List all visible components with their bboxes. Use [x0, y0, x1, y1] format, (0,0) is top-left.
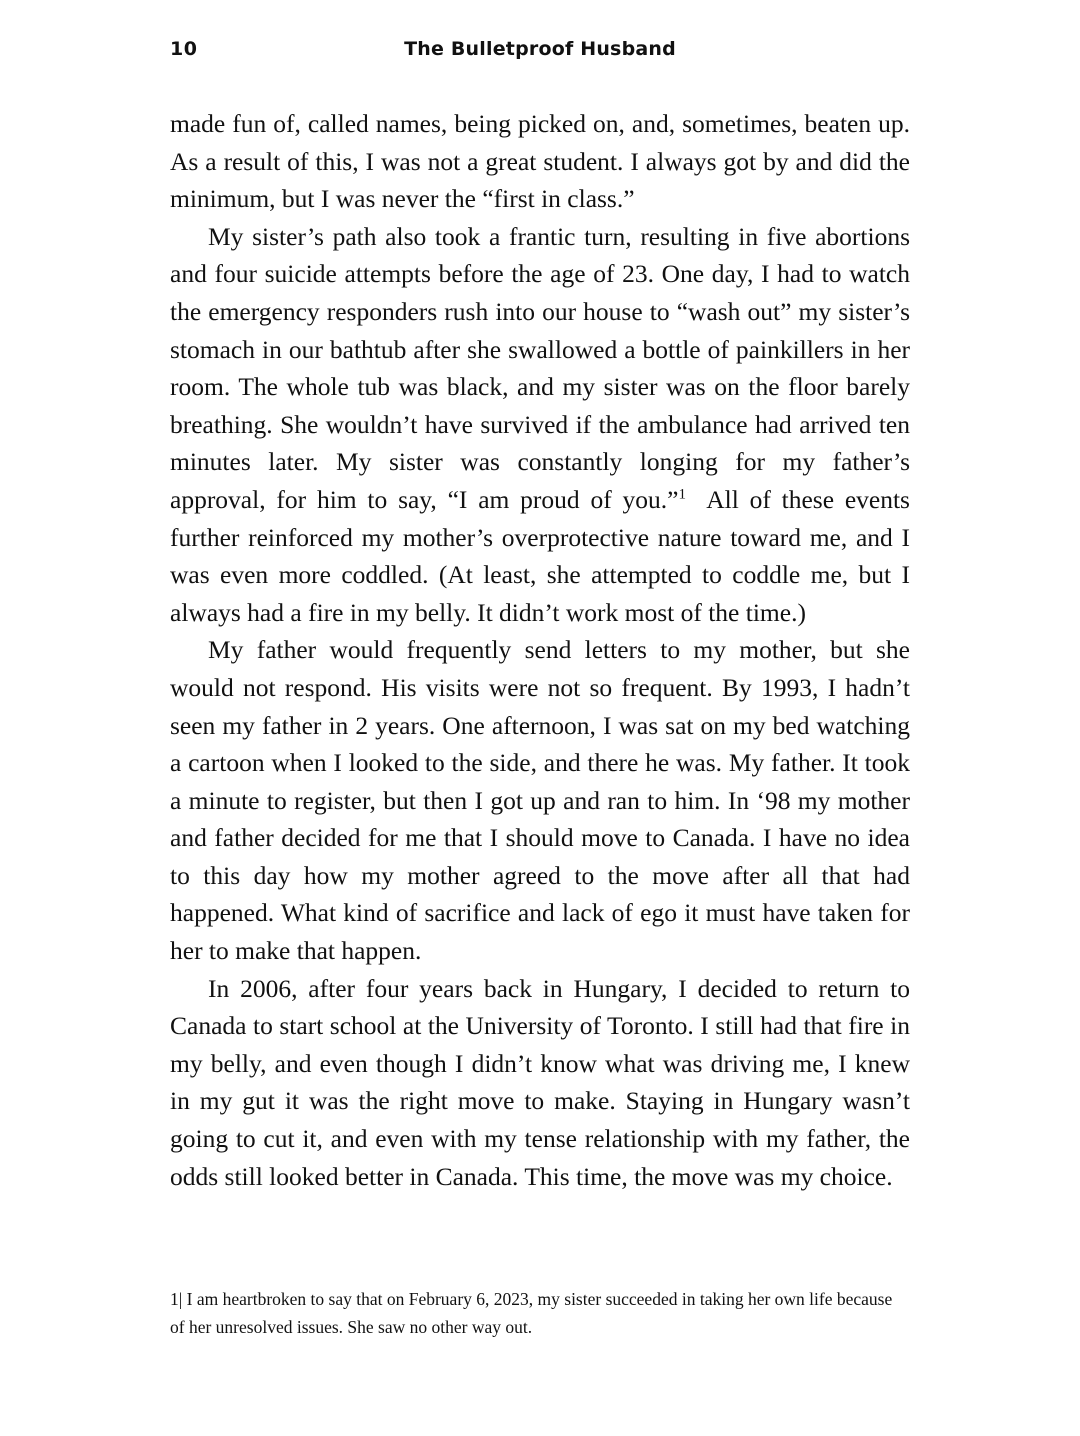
- paragraph-2-text: My sister’s path also took a frantic turn, resulting in five abortions and four suicide attempts before the age of 23. One day, I had to watch the emergency responders rush into our house to “wash out” my sister’s stomach in our bathtub after she swallowed a bottle of painkillers in her room. The whole tub was black, and my sister was on the floor barely breathing. She wouldn’t have survived if the ambulance had arrived ten minutes later. My sister was constantly longing for my father’s approval, for him to say, “I am proud of you.”: [170, 221, 910, 514]
- running-head: [170, 38, 910, 68]
- paragraph-2-continuation: All of these events further reinforced my mother’s overprotective nature toward me, and I was even more coddled. (At least, she attempted to coddle me, but I always had a fire in my belly. It didn’t work most of the time.): [170, 484, 910, 627]
- running-title: The Bulletproof Husband: [404, 38, 676, 60]
- footnote-1-text: I am heartbroken to say that on February 6, 2023, my sister succeeded in taking her own life because of her unresolved issues. She saw no other way out.: [170, 1289, 893, 1337]
- body-text: [170, 105, 910, 1195]
- paragraph-1: made fun of, called names, being picked on, and, sometimes, beaten up. As a result of this, I was not a great student. I always got by and did the minimum, but I was never the “first in class.”: [170, 109, 910, 214]
- page-number: 10: [170, 38, 198, 60]
- footnote-1: [170, 1285, 910, 1341]
- footnote-area: [170, 1285, 910, 1341]
- footnote-reference-1[interactable]: 1: [678, 486, 686, 503]
- paragraph-2: [170, 218, 910, 632]
- paragraph-4: In 2006, after four years back in Hungary, I decided to return to Canada to start school at the University of Toronto. I still had that fire in my belly, and even though I didn’t know what was driving me, I knew in my gut it was the right move to make. Staying in Hungary wasn’t going to cut it, and even with my tense relationship with my father, the odds still looked better in Canada. This time, the move was my choice.: [170, 973, 910, 1191]
- paragraph-3: My father would frequently send letters to my mother, but she would not respond. His visits were not so frequent. By 1993, I hadn’t seen my father in 2 years. One afternoon, I was sat on my bed watching a cartoon when I looked to the side, and there he was. My father. It took a minute to register, but then I got up and ran to him. In ‘98 my mother and father decided for me that I should move to Canada. I have no idea to this day how my mother agreed to the move after all that had happened. What kind of sacrifice and lack of ego it must have taken for her to make that happen.: [170, 635, 910, 966]
- footnote-1-marker: 1|: [170, 1289, 183, 1309]
